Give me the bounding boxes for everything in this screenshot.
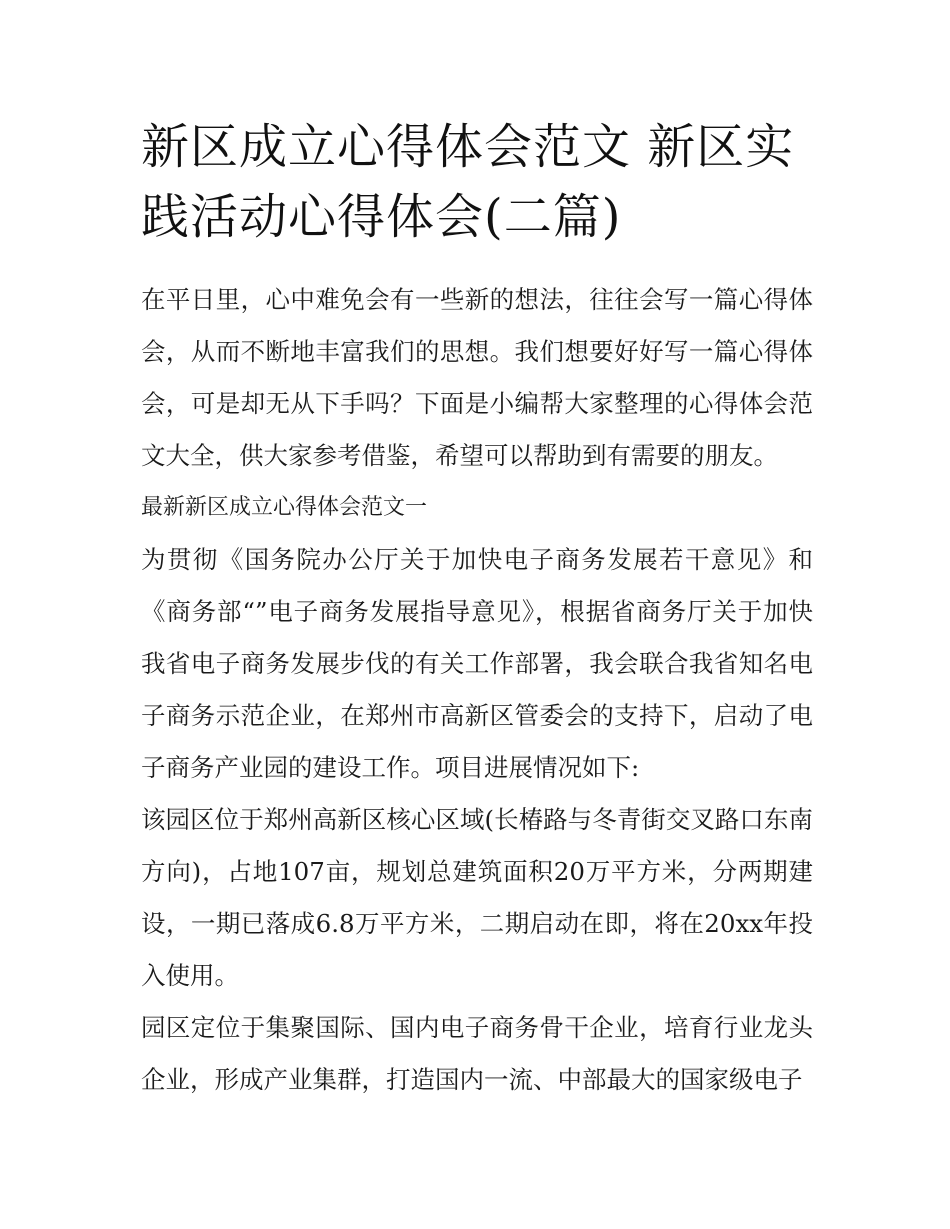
body-paragraph: 该园区位于郑州高新区核心区域(长椿路与冬青街交叉路口东南方向)，占地107亩，规划总建筑面积20万平方米，分两期建设，一期已落成6.8万平方米，二期启动在即，将在20xx年投入使用。: [141, 805, 813, 990]
body-paragraph: 为贯彻《国务院办公厅关于加快电子商务发展若干意见》和《商务部“”电子商务发展指导意见》，根据省商务厅关于加快我省电子商务发展步伐的有关工作部署，我会联合我省知名电子商务示范企业，在郑州市高新区管委会的支持下，启动了电子商务产业园的建设工作。项目进展情况如下:: [141, 545, 813, 782]
body-paragraph: 园区定位于集聚国际、国内电子商务骨干企业，培育行业龙头企业，形成产业集群，打造国内一流、中部最大的国家级电子: [141, 1013, 813, 1094]
intro-paragraph: 在平日里，心中难免会有一些新的想法，往往会写一篇心得体会，从而不断地丰富我们的思想。我们想要好好写一篇心得体会，可是却无从下手吗？下面是小编帮大家整理的心得体会范文大全，供大家参考借鉴，希望可以帮助到有需要的朋友。: [141, 285, 813, 470]
document-title: [141, 112, 813, 252]
title-line-1: 新区成立心得体会范文 新区实: [141, 119, 795, 175]
document-body: [141, 274, 813, 1106]
document-content: [141, 112, 813, 1106]
section-heading: 最新新区成立心得体会范文一: [141, 495, 428, 520]
title-line-2: 践活动心得体会(二篇): [141, 189, 622, 245]
